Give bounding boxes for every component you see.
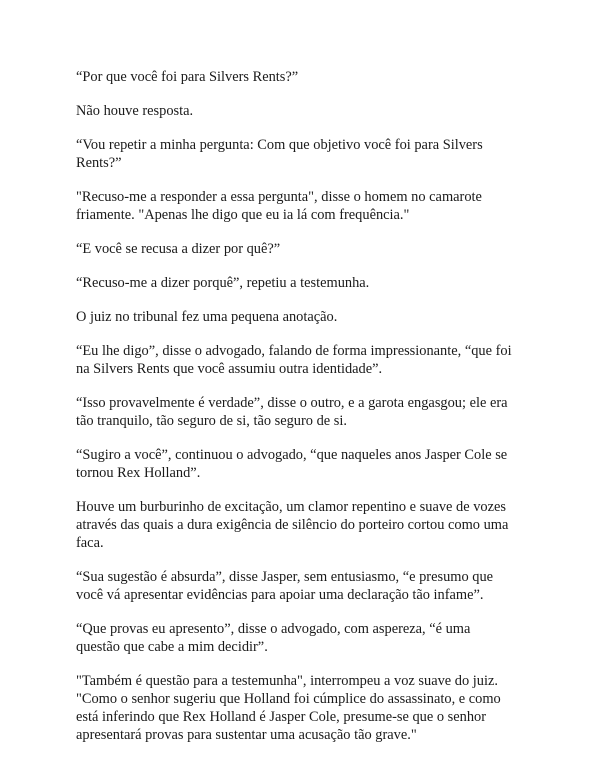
paragraph: “Isso provavelmente é verdade”, disse o outro, e a garota engasgou; ele era tão tranquilo, tão seguro de si, tão seguro de si.: [76, 395, 508, 429]
paragraph: “Vou repetir a minha pergunta: Com que objetivo você foi para Silvers Rents?”: [76, 137, 483, 171]
paragraph: “Que provas eu apresento”, disse o advogado, com aspereza, “é uma questão que cabe a mim decidir”.: [76, 621, 471, 655]
paragraph: "Recuso-me a responder a essa pergunta", disse o homem no camarote friamente. "Apenas lhe digo que eu ia lá com frequência.": [76, 189, 482, 223]
paragraph: “Recuso-me a dizer porquê”, repetiu a testemunha.: [76, 275, 370, 291]
paragraph: Não houve resposta.: [76, 103, 194, 119]
paragraph-list: [76, 68, 546, 760]
paragraph: Houve um burburinho de excitação, um clamor repentino e suave de vozes através das quais a dura exigência de silêncio do porteiro cortou como uma faca.: [76, 499, 509, 551]
paragraph: “Sua sugestão é absurda”, disse Jasper, sem entusiasmo, “e presumo que você vá apresentar evidências para apoiar uma declaração tão infame”.: [76, 569, 494, 603]
paragraph: “Sugiro a você”, continuou o advogado, “que naqueles anos Jasper Cole se tornou Rex Holland”.: [76, 447, 508, 481]
paragraph: “Eu lhe digo”, disse o advogado, falando de forma impressionante, “que foi na Silvers Rents que você assumiu outra identidade”.: [76, 343, 512, 377]
paragraph: "Também é questão para a testemunha", interrompeu a voz suave do juiz. "Como o senhor sugeriu que Holland foi cúmplice do assassinato, e como está inferindo que Rex Holland é Jasper Cole, presume-se que o senhor apresentará provas para sustentar uma acusação tão grave.": [76, 673, 501, 743]
paragraph: O juiz no tribunal fez uma pequena anotação.: [76, 309, 338, 325]
paragraph: “E você se recusa a dizer por quê?”: [76, 241, 281, 257]
paragraph: “Por que você foi para Silvers Rents?”: [76, 69, 299, 85]
